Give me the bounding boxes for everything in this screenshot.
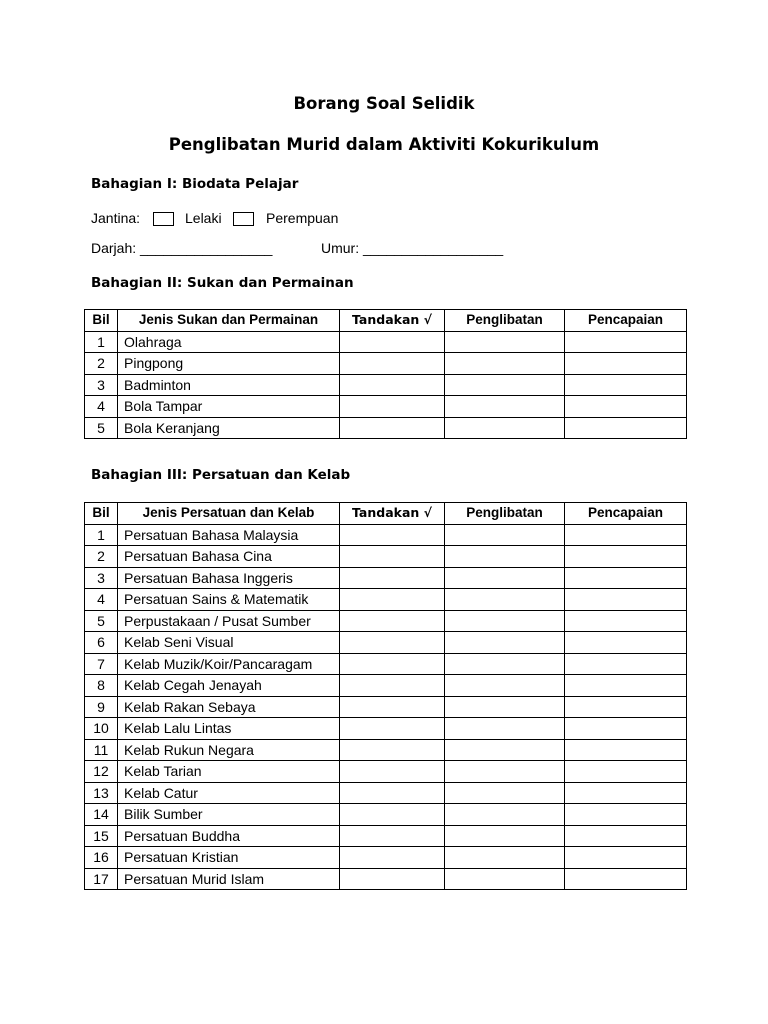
col-club-header: Jenis Persatuan dan Kelab xyxy=(118,503,340,525)
row-number: 4 xyxy=(85,396,118,418)
tick-cell[interactable] xyxy=(340,567,445,589)
table-row xyxy=(85,524,687,546)
row-activity-name: Olahraga xyxy=(118,331,340,353)
involvement-cell[interactable] xyxy=(445,331,565,353)
achievement-cell[interactable] xyxy=(565,374,687,396)
achievement-cell[interactable] xyxy=(565,610,687,632)
row-number: 7 xyxy=(85,653,118,675)
table-row xyxy=(85,739,687,761)
involvement-cell[interactable] xyxy=(445,610,565,632)
achievement-cell[interactable] xyxy=(565,718,687,740)
table-row xyxy=(85,546,687,568)
involvement-cell[interactable] xyxy=(445,825,565,847)
table-row xyxy=(85,567,687,589)
involvement-cell[interactable] xyxy=(445,718,565,740)
achievement-cell[interactable] xyxy=(565,868,687,890)
involvement-cell[interactable] xyxy=(445,675,565,697)
female-option-label: Perempuan xyxy=(266,210,339,226)
row-number: 17 xyxy=(85,868,118,890)
tick-cell[interactable] xyxy=(340,804,445,826)
col-involvement-header: Penglibatan xyxy=(445,310,565,332)
involvement-cell[interactable] xyxy=(445,782,565,804)
tick-cell[interactable] xyxy=(340,675,445,697)
row-number: 5 xyxy=(85,610,118,632)
tick-cell[interactable] xyxy=(340,632,445,654)
tick-cell[interactable] xyxy=(340,761,445,783)
row-activity-name: Kelab Seni Visual xyxy=(118,632,340,654)
tick-cell[interactable] xyxy=(340,589,445,611)
row-number: 2 xyxy=(85,546,118,568)
row-number: 10 xyxy=(85,718,118,740)
table-row xyxy=(85,331,687,353)
row-number: 16 xyxy=(85,847,118,869)
col-involvement-header: Penglibatan xyxy=(445,503,565,525)
row-number: 5 xyxy=(85,417,118,439)
achievement-cell[interactable] xyxy=(565,331,687,353)
involvement-cell[interactable] xyxy=(445,653,565,675)
involvement-cell[interactable] xyxy=(445,546,565,568)
row-activity-name: Pingpong xyxy=(118,353,340,375)
row-activity-name: Perpustakaan / Pusat Sumber xyxy=(118,610,340,632)
row-number: 6 xyxy=(85,632,118,654)
row-number: 14 xyxy=(85,804,118,826)
row-activity-name: Persatuan Buddha xyxy=(118,825,340,847)
table-row xyxy=(85,374,687,396)
achievement-cell[interactable] xyxy=(565,761,687,783)
row-activity-name: Persatuan Sains & Matematik xyxy=(118,589,340,611)
involvement-cell[interactable] xyxy=(445,804,565,826)
tick-cell[interactable] xyxy=(340,331,445,353)
table-row xyxy=(85,847,687,869)
involvement-cell[interactable] xyxy=(445,739,565,761)
col-sport-header: Jenis Sukan dan Permainan xyxy=(118,310,340,332)
row-activity-name: Persatuan Bahasa Malaysia xyxy=(118,524,340,546)
involvement-cell[interactable] xyxy=(445,589,565,611)
achievement-cell[interactable] xyxy=(565,696,687,718)
col-bil-header: Bil xyxy=(85,310,118,332)
involvement-cell[interactable] xyxy=(445,868,565,890)
row-number: 3 xyxy=(85,567,118,589)
row-activity-name: Bola Tampar xyxy=(118,396,340,418)
table-row xyxy=(85,417,687,439)
involvement-cell[interactable] xyxy=(445,374,565,396)
achievement-cell[interactable] xyxy=(565,353,687,375)
involvement-cell[interactable] xyxy=(445,632,565,654)
achievement-cell[interactable] xyxy=(565,632,687,654)
achievement-cell[interactable] xyxy=(565,653,687,675)
col-achievement-header: Pencapaian xyxy=(565,503,687,525)
row-activity-name: Persatuan Kristian xyxy=(118,847,340,869)
clubs-table xyxy=(84,502,687,890)
row-activity-name: Kelab Rukun Negara xyxy=(118,739,340,761)
tick-cell[interactable] xyxy=(340,524,445,546)
tick-cell[interactable] xyxy=(340,782,445,804)
row-number: 13 xyxy=(85,782,118,804)
tick-cell[interactable] xyxy=(340,718,445,740)
section2-heading: Bahagian II: Sukan dan Permainan xyxy=(91,275,354,291)
sports-table xyxy=(84,309,687,439)
achievement-cell[interactable] xyxy=(565,396,687,418)
table-row xyxy=(85,825,687,847)
form-subtitle: Penglibatan Murid dalam Aktiviti Kokurikulum xyxy=(168,135,600,154)
male-option-label: Lelaki xyxy=(185,210,222,226)
table-row xyxy=(85,696,687,718)
row-number: 4 xyxy=(85,589,118,611)
achievement-cell[interactable] xyxy=(565,825,687,847)
involvement-cell[interactable] xyxy=(445,524,565,546)
achievement-cell[interactable] xyxy=(565,782,687,804)
row-number: 3 xyxy=(85,374,118,396)
involvement-cell[interactable] xyxy=(445,567,565,589)
achievement-cell[interactable] xyxy=(565,524,687,546)
row-activity-name: Persatuan Bahasa Cina xyxy=(118,546,340,568)
tick-cell[interactable] xyxy=(340,353,445,375)
tick-cell[interactable] xyxy=(340,868,445,890)
table-row xyxy=(85,610,687,632)
row-activity-name: Bilik Sumber xyxy=(118,804,340,826)
row-activity-name: Kelab Tarian xyxy=(118,761,340,783)
col-tick-header: Tandakan √ xyxy=(340,310,445,332)
table-row xyxy=(85,718,687,740)
col-bil-header: Bil xyxy=(85,503,118,525)
involvement-cell[interactable] xyxy=(445,417,565,439)
section3-heading: Bahagian III: Persatuan dan Kelab xyxy=(91,467,351,483)
row-activity-name: Badminton xyxy=(118,374,340,396)
male-checkbox[interactable] xyxy=(153,212,174,226)
tick-cell[interactable] xyxy=(340,374,445,396)
gender-label: Jantina: xyxy=(91,210,141,226)
row-number: 2 xyxy=(85,353,118,375)
class-field[interactable]: Darjah: _________________ xyxy=(91,240,273,256)
involvement-cell[interactable] xyxy=(445,761,565,783)
table-row xyxy=(85,632,687,654)
table-row xyxy=(85,782,687,804)
row-activity-name: Persatuan Murid Islam xyxy=(118,868,340,890)
row-number: 15 xyxy=(85,825,118,847)
tick-cell[interactable] xyxy=(340,696,445,718)
table-row xyxy=(85,675,687,697)
tick-cell[interactable] xyxy=(340,396,445,418)
achievement-cell[interactable] xyxy=(565,589,687,611)
table-row xyxy=(85,868,687,890)
row-activity-name: Persatuan Bahasa Inggeris xyxy=(118,567,340,589)
row-number: 1 xyxy=(85,331,118,353)
involvement-cell[interactable] xyxy=(445,396,565,418)
tick-cell[interactable] xyxy=(340,610,445,632)
sports-table-header xyxy=(85,310,687,332)
tick-cell[interactable] xyxy=(340,739,445,761)
table-row xyxy=(85,761,687,783)
tick-cell[interactable] xyxy=(340,847,445,869)
table-row xyxy=(85,653,687,675)
col-tick-header: Tandakan √ xyxy=(340,503,445,525)
involvement-cell[interactable] xyxy=(445,696,565,718)
tick-cell[interactable] xyxy=(340,825,445,847)
achievement-cell[interactable] xyxy=(565,847,687,869)
row-activity-name: Kelab Cegah Jenayah xyxy=(118,675,340,697)
tick-cell[interactable] xyxy=(340,653,445,675)
row-number: 11 xyxy=(85,739,118,761)
row-activity-name: Kelab Muzik/Koir/Pancaragam xyxy=(118,653,340,675)
involvement-cell[interactable] xyxy=(445,847,565,869)
form-title: Borang Soal Selidik xyxy=(293,94,475,113)
achievement-cell[interactable] xyxy=(565,567,687,589)
table-row xyxy=(85,353,687,375)
involvement-cell[interactable] xyxy=(445,353,565,375)
age-field[interactable]: Umur: __________________ xyxy=(321,240,504,256)
row-activity-name: Kelab Rakan Sebaya xyxy=(118,696,340,718)
achievement-cell[interactable] xyxy=(565,675,687,697)
table-row xyxy=(85,396,687,418)
female-checkbox[interactable] xyxy=(233,212,254,226)
table-row xyxy=(85,804,687,826)
clubs-table-header xyxy=(85,503,687,525)
table-row xyxy=(85,589,687,611)
achievement-cell[interactable] xyxy=(565,804,687,826)
row-activity-name: Kelab Lalu Lintas xyxy=(118,718,340,740)
row-number: 9 xyxy=(85,696,118,718)
achievement-cell[interactable] xyxy=(565,739,687,761)
row-activity-name: Bola Keranjang xyxy=(118,417,340,439)
row-number: 1 xyxy=(85,524,118,546)
achievement-cell[interactable] xyxy=(565,546,687,568)
col-achievement-header: Pencapaian xyxy=(565,310,687,332)
tick-cell[interactable] xyxy=(340,417,445,439)
tick-cell[interactable] xyxy=(340,546,445,568)
row-number: 8 xyxy=(85,675,118,697)
achievement-cell[interactable] xyxy=(565,417,687,439)
row-activity-name: Kelab Catur xyxy=(118,782,340,804)
row-number: 12 xyxy=(85,761,118,783)
section1-heading: Bahagian I: Biodata Pelajar xyxy=(91,176,299,192)
